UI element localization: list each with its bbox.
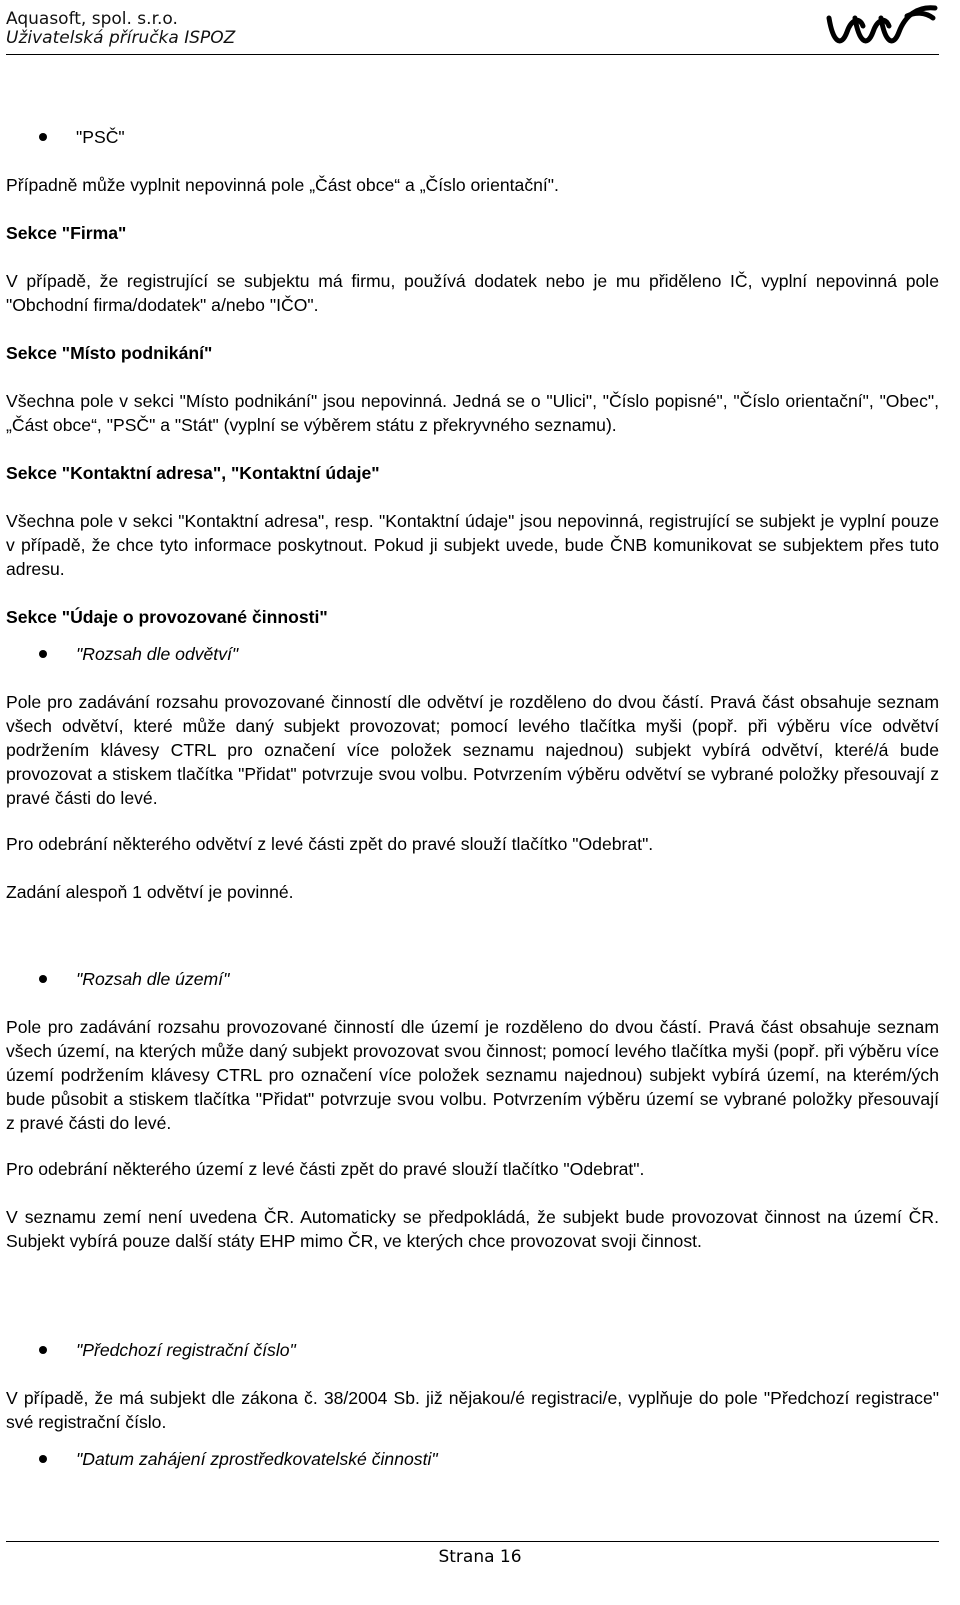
paragraph-firma: V případě, že registrující se subjektu má firmu, používá dodatek nebo je mu přiděleno IČ, vyplní nepovinná pole "Obchodní firma/dodatek" a/nebo "IČO". xyxy=(6,271,939,315)
heading-udaje-cinnost: Sekce "Údaje o provozované činnosti" xyxy=(6,607,328,627)
bullet-datum-zahajeni-text: "Datum zahájení zprostředkovatelské činnosti" xyxy=(76,1449,438,1469)
paragraph-uzemi-remove: Pro odebrání některého území z levé části zpět do pravé slouží tlačítko "Odebrat". xyxy=(6,1159,645,1179)
bullet-dot xyxy=(39,1346,47,1354)
bullet-rozsah-odvetvi-text: "Rozsah dle odvětví" xyxy=(76,644,239,664)
bullet-dot xyxy=(39,650,47,658)
paragraph-kontakt: Všechna pole v sekci "Kontaktní adresa", resp. "Kontaktní údaje" jsou nepovinná, registrující se subjekt je vyplní pouze v případě, že chce tyto informace poskytnout. Pokud ji subjekt uvede, bude ČNB komunikovat se subjektem přes tuto adresu. xyxy=(6,511,939,579)
paragraph-optional-fields: Případně může vyplnit nepovinná pole „Část obce“ a „Číslo orientační". xyxy=(6,175,559,195)
bullet-dot xyxy=(39,1455,47,1463)
paragraph-predchozi-cislo: V případě, že má subjekt dle zákona č. 38/2004 Sb. již nějakou/é registraci/e, vyplňuje do pole "Předchozí registrace" své registrační číslo. xyxy=(6,1388,939,1432)
header-divider xyxy=(6,54,939,55)
bullet-psc-text: "PSČ" xyxy=(76,127,125,147)
header-company: Aquasoft, spol. s.r.o. xyxy=(6,9,178,29)
page-number: Strana 16 xyxy=(438,1547,522,1567)
bullet-predchozi-cislo-text: "Předchozí registrační číslo" xyxy=(76,1340,296,1360)
paragraph-misto-podnikani: Všechna pole v sekci "Místo podnikání" jsou nepovinná. Jedná se o "Ulici", "Číslo popisné", "Číslo orientační", "Obec", „Část obce“, "PSČ" a "Stát" (vyplní se výběrem státu z překryvného seznamu). xyxy=(6,391,939,435)
aquasoft-logo-icon xyxy=(825,2,940,52)
bullet-dot xyxy=(39,133,47,141)
footer-divider xyxy=(6,1541,939,1542)
paragraph-odvetvi-required: Zadání alespoň 1 odvětví je povinné. xyxy=(6,882,294,902)
bullet-dot xyxy=(39,975,47,983)
heading-kontakt: Sekce "Kontaktní adresa", "Kontaktní údaje" xyxy=(6,463,380,483)
paragraph-uzemi-description: Pole pro zadávání rozsahu provozované činností dle území je rozděleno do dvou částí. Pravá část obsahuje seznam všech území, na kterých může daný subjekt provozovat svou činnost; pomocí levého tlačítka myši (popř. při výběru více území podržením klávesy CTRL pro označení více položek seznamu najednou) subjekt vybírá území, na kterém/ých bude působit a stiskem tlačítka "Přidat" potvrzuje svou volbu. Potvrzením výběru území se vybrané položky přesouvají z pravé části do levé. xyxy=(6,1017,939,1133)
heading-firma: Sekce "Firma" xyxy=(6,223,127,243)
heading-misto-podnikani: Sekce "Místo podnikání" xyxy=(6,343,213,363)
paragraph-odvetvi-description: Pole pro zadávání rozsahu provozované činností dle odvětví je rozděleno do dvou částí. Pravá část obsahuje seznam všech odvětví, které může daný subjekt provozovat; pomocí levého tlačítka myši (popř. při výběru více odvětví podržením klávesy CTRL pro označení více položek seznamu najednou) subjekt vybírá odvětví, které/á bude provozovat a stiskem tlačítka "Přidat" potvrzuje svou volbu. Potvrzením výběru odvětví se vybrané položky přesouvají z pravé části do levé. xyxy=(6,692,939,808)
page-header xyxy=(0,0,960,58)
paragraph-odvetvi-remove: Pro odebrání některého odvětví z levé části zpět do pravé slouží tlačítko "Odebrat". xyxy=(6,834,654,854)
bullet-rozsah-uzemi-text: "Rozsah dle území" xyxy=(76,969,230,989)
paragraph-uzemi-cr: V seznamu zemí není uvedena ČR. Automaticky se předpokládá, že subjekt bude provozovat činnost na území ČR. Subjekt vybírá pouze další státy EHP mimo ČR, ve kterých chce provozovat svoji činnost. xyxy=(6,1207,939,1251)
header-document-title: Uživatelská příručka ISPOZ xyxy=(6,28,236,48)
